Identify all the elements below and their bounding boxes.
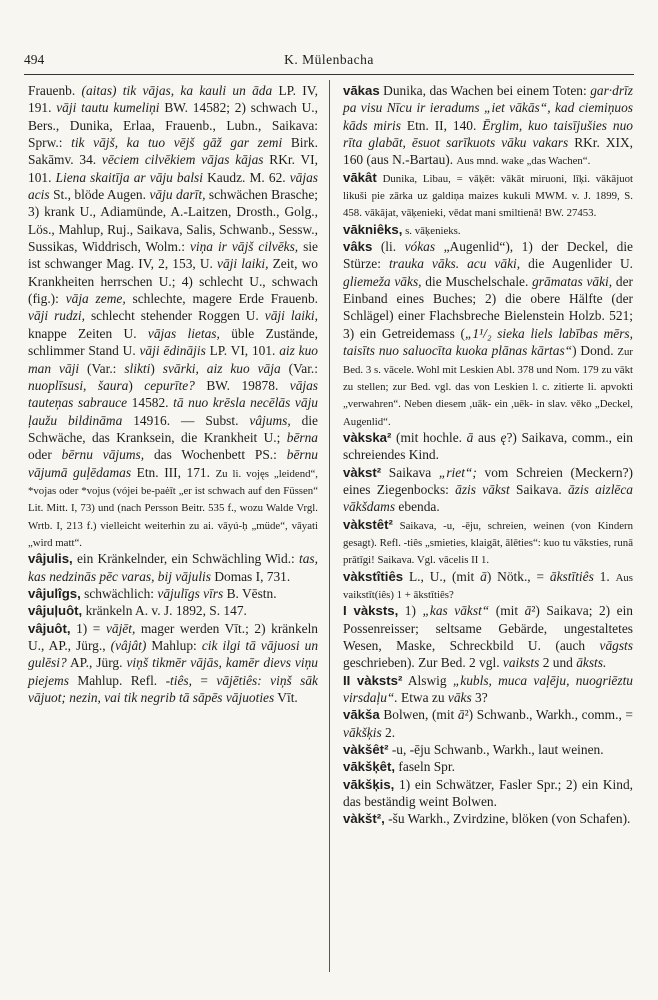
dictionary-entry [343, 221, 633, 238]
entry-text: ²) Schwanb., Warkh., comm., = [464, 707, 633, 723]
example-text: tas, kas nedzinās pēc varas, bij vājulis [28, 551, 318, 584]
example-text: ā [524, 603, 532, 619]
entry-text: schwächen Brasche; 3) krank U., Adiamünde, A.-Laitzen, Drosth., Golg., Lös., Mahlup, Ruj., Saikava, Salis, Schwanb., Sessw., Sussikas, Widdrisch, Wolm.: [28, 187, 318, 255]
dictionary-entry [28, 620, 318, 707]
dictionary-entry [28, 585, 318, 602]
entry-text: Birk. Sakāmv. 34. [28, 135, 318, 168]
dictionary-entry [343, 776, 633, 811]
example-text: āzis aizlēca vākšdams [343, 481, 633, 515]
entry-text: RKr. XIX, 160 (aus N.-Bartau). [343, 135, 633, 168]
headword: vākšķêt, [343, 759, 396, 775]
entry-text: 1) [398, 603, 423, 619]
entry-text: St., blöde Augen. [49, 187, 150, 203]
headword: vàkstêt² [343, 516, 393, 532]
example-text: cik ilgi tā vājuosi un gulēsi? [28, 638, 319, 671]
dictionary-entry [28, 82, 318, 550]
entry-text: Frauenb. [28, 83, 82, 98]
dictionary-entry [343, 429, 633, 464]
entry-text: BW. 14582; 2) schwach U., Bers., Dunika, Erlaa, Frauenb., Lubn., Saikava: Sprw.: [28, 100, 318, 151]
example-text: svārki, aiz kuo vāja [162, 360, 281, 376]
entry-text: das Wochenbett PS.: [144, 447, 287, 463]
example-text: nuoplīsusi, šaura [28, 377, 129, 393]
entry-text: LP. IV, 191. [28, 83, 319, 116]
headword: vâjulis, [28, 551, 73, 567]
entry-text: die Augenlider U. [520, 256, 633, 272]
headword: I vàksts, [343, 603, 399, 619]
entry-text: 14916. — Subst. [122, 412, 250, 428]
example-text: vāja zeme, [65, 291, 126, 307]
etymology-note: Zur Bed. 3 s. vācele. Wohl mit Leskien Abl. 378 und Nom. 179 zu vākt zu stellen; zur Bed. vgl. das von Leskien l. c. zitierte li. apvokti „verwahren“. Neben diesem ,uāk- ein ,uēk- in slav. věko „Deckel, Augenlid“. [343, 346, 633, 428]
example-text: vājēt, [105, 620, 136, 636]
entry-text: oder [28, 447, 62, 463]
entry-text: üble Zustände, schlimmer Stand U. [28, 325, 319, 359]
entry-text: (Var.: [280, 360, 318, 376]
example-text: „riet“; [438, 464, 477, 480]
entry-text: Etn. III, 171. [131, 464, 216, 480]
entry-text: ?) Saikava, comm., ein schreiendes Kind. [343, 429, 633, 463]
headword: vâks [343, 239, 373, 255]
entry-text: ) [128, 377, 145, 393]
example-text: „kas vākst“ [422, 603, 490, 619]
etymology-note: Aus vaikstīt(iês) 1 + ākstītiês? [343, 571, 633, 601]
example-text: trauka vāks. acu vāki, [388, 256, 521, 272]
entry-text: ein Kränkelnder, ein Schwächling Wid.: [72, 551, 300, 567]
example-text: „kubls, muca vaļēju, nuogriēztu virsdaļu“. [343, 672, 633, 706]
entry-text: AP., Jürg. [66, 655, 127, 671]
entry-text: ²) Saikava; 2) ein Possenreisser; seltsame Gebärde, ungestaltetes Wesen, Maske, Schreckbild U. (auch [343, 603, 634, 653]
example-text: vāju darīt, [149, 187, 206, 203]
dictionary-entry [343, 758, 633, 775]
etymology-note: Saikava, -u, -ēju, schreien, weinen (von Kindern gesagt). Refl. -tiês „smieties, klaigāt, ālēties“: kuo tu vāksties, runā prātīgi! Saikava. Vgl. vācelis II 1. [343, 519, 633, 567]
example-text: vākšķis [343, 724, 382, 740]
example-text: vēciem cilvēkiem vājas kājas [101, 152, 264, 168]
entry-text: -u, -ēju Schwanb., Warkh., laut weinen. [388, 742, 604, 758]
example-text: āksts. [576, 655, 607, 671]
example-text: slikti [124, 360, 151, 376]
entry-text: Etn. II, 140. [400, 117, 483, 133]
example-text: vājas acis [28, 169, 318, 203]
entry-text: ebenda. [395, 499, 440, 515]
dictionary-entry [343, 238, 633, 429]
entry-text: ) Dond. [572, 343, 618, 359]
headword: vàkska² [343, 429, 392, 445]
example-text: bērna [286, 429, 318, 445]
page-header [24, 52, 634, 74]
entry-text: „Augenlid“), 1) der Deckel, die Stürze: [343, 239, 633, 272]
entry-text: B. Vēstn. [223, 585, 277, 601]
entry-text: 14582. [127, 395, 174, 411]
entry-text: 1) ein Schwätzer, Fasler Spr.; 2) ein Kind, das beständig weint Bolwen. [343, 776, 633, 810]
entry-text: sie ist schwanger Mag. IV, 2, 153, U. [28, 239, 318, 272]
example-text: tā nuo krēsla necēlās vāju ļaužu bildināma [28, 395, 318, 428]
entry-text: Mahlup: [146, 638, 202, 653]
example-text: vāji ēdināјis [139, 343, 206, 359]
etymology-note: s. vāķenieks. [402, 224, 461, 237]
dictionary-entry [343, 464, 633, 516]
entry-text: Vīt. [274, 690, 298, 706]
headword: vākša [343, 707, 380, 723]
example-text: ākstītiês [549, 568, 594, 584]
example-text: gliemeža vāks, [343, 273, 422, 289]
example-text: viņš tikmēr vājās, kamēr dievs viņu piejems [28, 655, 318, 688]
running-title: K. Mülenbacha [284, 52, 374, 67]
example-text: vājulīgs vīrs [157, 585, 224, 601]
entry-text: -šu Warkh., Zvirdzine, blöken (von Schafen). [384, 811, 631, 827]
headword: vàkšêt² [343, 742, 389, 758]
example-text: ā [457, 707, 465, 723]
column-divider [329, 80, 330, 972]
entry-text: der Einband eines Buches; 2) die obere Hälfte (der Schlägel) einer Flachsbreche Bielenstein Holzb. 521; 3) ein Getreidemass ( [343, 273, 633, 341]
entry-text: Bolwen, (mit [379, 707, 458, 723]
entry-text: schlechte, magere Erde Frauenb. [125, 291, 318, 307]
example-text: vaiksts [502, 655, 540, 671]
entry-text: Saikava. [509, 481, 568, 497]
dictionary-entry [343, 810, 633, 827]
entry-text: (li. [372, 239, 405, 255]
example-text: vājētiês: viņš sāk vājuot; nezin, vai tik negrib tā sāpēs vājuoties [28, 672, 318, 706]
entry-text: RKr. VI, 101. [28, 152, 318, 185]
entry-text: Etwa zu [397, 690, 448, 706]
entry-text: vom Schreien (Meckern?) eines Ziegenbocks: [343, 464, 633, 497]
headword: vākât [343, 169, 377, 185]
entry-text: Domas I, 731. [210, 568, 291, 584]
entry-text: Dunika, das Wachen bei einem Toten: [379, 83, 591, 98]
example-text: bērnu vājums, [61, 447, 145, 463]
example-text: vāji rudzi, [28, 308, 85, 324]
dictionary-entry [343, 568, 633, 603]
example-text: „1¹/₂ sieka liels labības mērs, taisīts nuo saluocīta kuoka plānas kārtas“ [343, 325, 633, 359]
headword: vākas [343, 83, 380, 98]
example-text: grāmatas vāki, [532, 273, 613, 289]
example-text: bērnu vājumā guļēdamas [28, 447, 318, 480]
entry-text: knappe Zeiten U. [28, 325, 148, 341]
entry-text: (Var.: [79, 360, 125, 376]
example-text: vâjums, [249, 412, 291, 428]
entry-text: Alswig [402, 672, 453, 688]
example-text: vókas [404, 239, 436, 255]
entry-text: faseln Spr. [395, 759, 455, 775]
dictionary-entry [343, 672, 633, 707]
example-text: gar·drīz pa visu Nīcu ir ieradums „iet vākās“, kad ciemiņuos kāds miris [343, 83, 633, 133]
headword: vākšķis, [343, 776, 395, 792]
example-text: cepurīte? [144, 377, 195, 393]
dictionary-entry [343, 741, 633, 758]
example-text: ā [466, 429, 474, 445]
example-text: vāks [447, 690, 472, 706]
entry-text: Kaudz. M. 62. [202, 169, 290, 185]
example-text: Liena skaitīja ar vāju balsi [55, 169, 203, 185]
dictionary-entry [343, 516, 633, 568]
left-column [28, 82, 318, 706]
dictionary-entry [28, 602, 318, 619]
example-text: (aitas) tik vājas, ka kauli un āda [81, 83, 273, 98]
example-text: ę [500, 429, 507, 445]
entry-text: kränkeln A. v. J. 1892, S. 147. [82, 603, 247, 619]
entry-text: die Schwäche, das Kranksein, die Krankheit U.; [28, 412, 318, 445]
dictionary-entry [343, 82, 633, 169]
example-text: vāji laiki, [217, 256, 269, 272]
example-text: (vâjât) [110, 638, 147, 653]
example-text: tik vājš, ka tuo vējš gāž gar zemi [71, 135, 283, 151]
entry-text: die Muschelschale. [421, 273, 533, 289]
entry-text: schlecht stehender Roggen U. [84, 308, 265, 324]
headword: vàkstîtiês [343, 568, 404, 584]
entry-text: (mit [489, 603, 525, 619]
entry-text: 3? [471, 690, 488, 706]
headword: vâjuļuôt, [28, 603, 83, 619]
example-text: vājas tauteņas sabrauce [28, 377, 319, 411]
entry-text: aus [473, 429, 501, 445]
entry-text: 1. [593, 568, 616, 584]
example-text: vāji tautu kumeliņi [56, 100, 160, 116]
entry-text: BW. 19878. [194, 377, 290, 393]
right-column [343, 82, 633, 828]
headword: vàkšt², [343, 811, 385, 827]
example-text: -tiês, [165, 672, 192, 688]
page-number: 494 [24, 52, 45, 67]
entry-text: LP. VI, 101. [205, 343, 280, 359]
example-text: aiz kuo man vāji [28, 343, 318, 376]
entry-text: Saikava [381, 464, 439, 480]
entry-text: mager werden Vīt.; 2) kränkeln U., AP., Jürg., [28, 620, 318, 653]
headword: vâjulîgs, [28, 585, 81, 601]
entry-text: Mahlup. Refl. [68, 672, 166, 688]
dictionary-entry [343, 706, 633, 741]
example-text: viņa ir vājš cilvēks, [189, 239, 299, 255]
entry-text: = [191, 672, 217, 688]
entry-text: geschrieben). Zur Bed. 2 vgl. [343, 655, 503, 671]
etymology-note: Dunika, Libau, = vāķēt: vākāt miruoni, līķi. vākājuot likuši pie zārka uz galdiņa maizes kukuli MWM. v. J. 1899, S. 458. vākājat, vāķenieki, vēdat mani smiltienā! BW. 27453. [343, 172, 633, 220]
entry-text: L., U., (mit [403, 568, 481, 584]
etymology-note: Zu li. vojęs „leidend“, *vojas oder *vojus (vójei be-paėīt „er ist schwach auf den Füssen“ Lit. Mitt. I, 73) und (nach Persson Beitr. 535 f., wozu Walde Vrgl. Wrtb. I, 213 f.) vielleicht weiterhin zu ai. vāyú-ḥ „müde“, vāyati „wird matt“. [28, 467, 318, 549]
headword: vâjuôt, [28, 620, 71, 636]
entry-text: schwächlich: [80, 585, 158, 601]
example-text: Ērglim, kuo taisījušies nuo rīta glabāt, ēsuot sarīkuots vāku vakars [343, 117, 633, 151]
dictionary-entry [343, 169, 633, 221]
example-text: vājas lietas, [147, 325, 220, 341]
example-text: āzis vākst [455, 481, 510, 497]
dictionary-entry [28, 550, 318, 585]
example-text: ā [480, 568, 487, 584]
entry-text: 2 und [539, 655, 577, 671]
example-text: vāgsts [599, 638, 633, 653]
example-text: vāji laiki, [264, 308, 319, 324]
entry-text: ) [150, 360, 163, 376]
headword: II vàksts² [343, 672, 403, 688]
entry-text: 2. [381, 724, 396, 740]
entry-text: 1) = [70, 620, 106, 636]
entry-text: Zeit, wo Krankheiten herrschen U.; 4) schlecht U., schwach (fig.): [28, 256, 318, 307]
headword: vàkst² [343, 464, 382, 480]
header-rule [24, 74, 634, 75]
entry-text: (mit hochle. [391, 429, 467, 445]
dictionary-entry [343, 602, 633, 671]
headword: vākniêks, [343, 221, 403, 237]
etymology-note: Aus mnd. wake „das Wachen“. [456, 155, 591, 168]
entry-text: ) Nötk., = [486, 568, 550, 584]
